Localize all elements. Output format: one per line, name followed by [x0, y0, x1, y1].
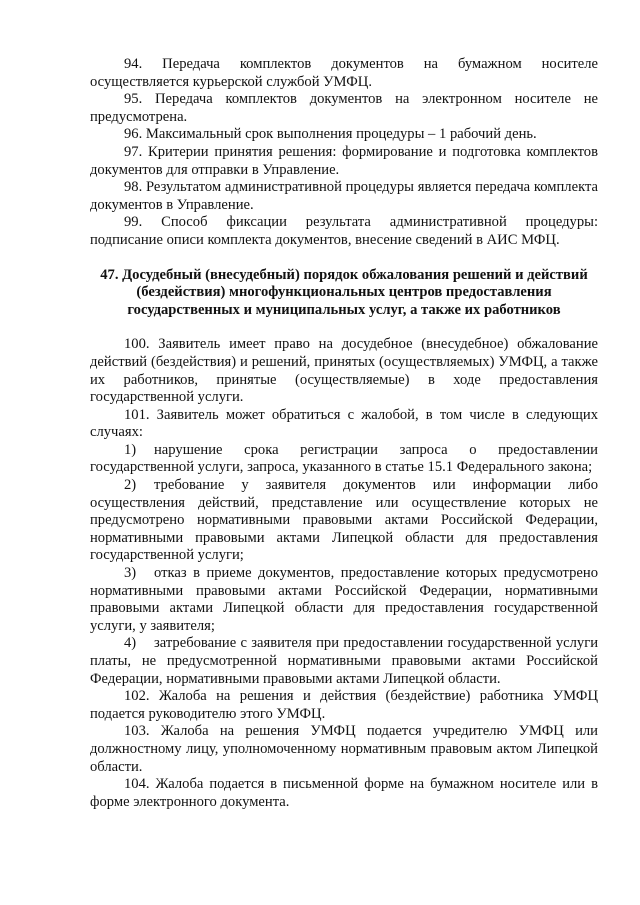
- list-item-number: 1): [124, 441, 137, 458]
- list-item-number: 4): [124, 635, 137, 652]
- paragraph-102: 102. Жалоба на решения и действия (бездействие) работника УМФЦ подается руководителю этого УМФЦ.: [90, 688, 598, 722]
- paragraph-98: 98. Результатом административной процедуры является передача комплекта документов в Управление.: [90, 179, 598, 213]
- paragraph-99: 99. Способ фиксации результата административной процедуры: подписание описи комплекта документов, внесение сведений в АИС МФЦ.: [90, 214, 598, 248]
- paragraph-94: 94. Передача комплектов документов на бумажном носителе осуществляется курьерской службой УМФЦ.: [90, 56, 598, 90]
- list-item: [90, 635, 598, 688]
- section-heading: 47. Досудебный (внесудебный) порядок обжалования решений и действий (бездействия) многофункциональных центров предоставления государственных и муниципальных услуг, а также их работников: [100, 266, 588, 318]
- list-item-number: 3): [124, 565, 137, 582]
- document-page: [90, 56, 598, 811]
- list-item-number: 2): [124, 477, 137, 494]
- paragraph-96: 96. Максимальный срок выполнения процедуры – 1 рабочий день.: [124, 126, 537, 143]
- list-item-text: нарушение срока регистрации запроса о предоставлении государственной услуги, запроса, указанного в статье 15.1 Федерального закона;: [90, 441, 598, 476]
- paragraph-95: 95. Передача комплектов документов на электронном носителе не предусмотрена.: [90, 91, 598, 125]
- paragraph-100: 100. Заявитель имеет право на досудебное (внесудебное) обжалование действий (бездействия) и решений, принятых (осуществляемых) УМФЦ, а также их работников, принятые (осуществляемые) в ходе предоставления государственной услуги.: [90, 336, 598, 406]
- paragraph-97: 97. Критерии принятия решения: формирование и подготовка комплектов документов для отправки в Управление.: [90, 143, 598, 178]
- paragraph-101: 101. Заявитель может обратиться с жалобой, в том числе в следующих случаях:: [90, 406, 598, 441]
- list-item-text: требование у заявителя документов или информации либо осуществления действий, представление или осуществление которых не предусмотрено нормативными правовыми актами Российской Федерации, нормативными правовыми актами Липецкой области для предоставления государственной услуги;: [90, 477, 598, 564]
- list-item-text: отказ в приеме документов, предоставление которых предусмотрено нормативными правовыми актами Российской Федерации, нормативными правовыми актами Липецкой области для предоставления государственной услуги, у заявителя;: [90, 565, 598, 634]
- paragraph-104: 104. Жалоба подается в письменной форме на бумажном носителе или в форме электронного документа.: [90, 776, 598, 810]
- list-item: [90, 565, 598, 635]
- list-item-text: затребование с заявителя при предоставлении государственной услуги платы, не предусмотренной нормативными правовыми актами Российской Федерации, нормативными правовыми актами Липецкой области.: [90, 635, 598, 687]
- list-item: [90, 477, 598, 565]
- list-item: [90, 442, 598, 477]
- paragraph-103: 103. Жалоба на решения УМФЦ подается учредителю УМФЦ или должностному лицу, уполномоченному нормативным правовым актом Липецкой области.: [90, 723, 598, 775]
